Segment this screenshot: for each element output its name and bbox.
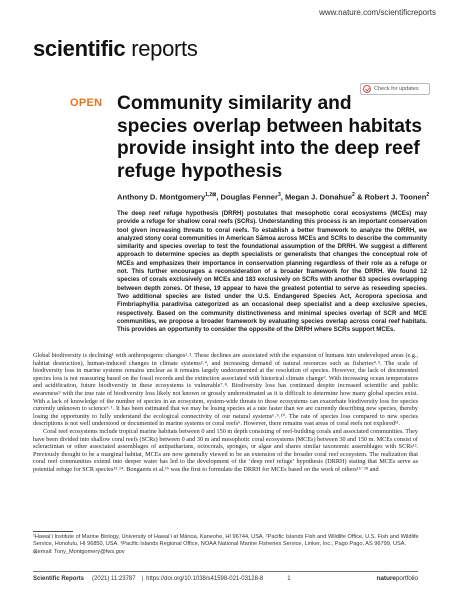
body-paragraph: Global biodiversity is declining¹ with anthropogenic changes²˒³. These declines are associated with the expansion of humans into undeveloped areas (e.g., habitat destruction), human-induced changes in climate systems²˒⁴, and increasing demand of natural resources such as fisheries⁴˒⁵. The scale of biodiversity loss in marine systems remains unclear as it remains largely undocumented at the resolution of species. However, the lack of documented species loss is not reassuring based on the fossil records and the extinction associated with historical climate change⁶. With increasing ocean temperatures and acidification, future biodiversity in these ecosystems is vulnerable⁷˒⁸. Biodiversity loss has continued despite increased scientific and public awareness⁹ with the true rate of biodiversity loss likely not known or grossly underestimated as it is difficult to determine how many global species exist. With a lack of knowledge of the number of species in an ecosystem, system-wide threats to those ecosystems can exacerbate biodiversity loss for species currently unknown to science⁶˒¹. It has been estimated that we may be losing species at a rate faster than we are currently describing new species, thereby losing the opportunity to fully understand the ecological connectivity of our natural systems⁶˒⁹˒¹⁰. The rate of species loss compared to new species descriptions is not well understood or documented in marine systems or coral reefs⁶. However, there remains vast areas of coral reefs not explored¹¹. [33, 352, 418, 428]
page-number: 1 [287, 575, 291, 582]
check-for-updates-label: Check for updates [374, 86, 419, 92]
journal-logo [33, 36, 198, 62]
publisher-logo [377, 575, 419, 582]
author-name[interactable]: Anthony D. Montgomery [117, 192, 206, 202]
author-name[interactable]: Megan J. Donahue [284, 192, 353, 202]
journal-logo-light: reports [131, 36, 198, 61]
journal-url[interactable]: www.nature.com/scientificreports [319, 8, 436, 17]
author-name[interactable]: Robert J. Toonen [364, 192, 427, 202]
affiliation-divider [33, 531, 73, 532]
publisher-light: portfolio [395, 575, 418, 582]
journal-logo-bold: scientific [33, 36, 126, 61]
footer-divider [33, 571, 418, 572]
footer-doi[interactable]: https://doi.org/10.1038/s41598-021-03128-8 [146, 575, 264, 582]
author-affiliation[interactable]: 2 [426, 192, 430, 198]
body-text [33, 352, 418, 474]
footer-journal: Scientific Reports [33, 575, 85, 582]
author-affiliation[interactable]: 3 [277, 192, 281, 198]
abstract: The deep reef refuge hypothesis (DRRH) postulates that mesophotic coral ecosystems (MCEs) may provide a refuge for shallow coral reefs (SCRs). Understanding this process is an important conservation tool given increasing threats to coral reefs. To establish a better framework to analyze the DRRH, we analyzed stony coral communities in American Sāmoa across MCEs and SCRs to describe the community similarity and species overlap to test the foundational assumption of the DRRH. We suggest a different approach to determine species as depth specialists or generalists that changes the conceptual role of MCEs and emphasizes their importance in conservation planning regardless of their role as a refuge or not. This further encourages a reconsideration of a broader framework for the DRRH. We found 12 species of corals exclusively on MCEs and 183 exclusively on SCRs with another 63 species overlapping between depth zones. Of these, 19 appear to have the greatest potential to serve as reseeding species. Two additional species are listed under the U.S. Endangered Species Act, Acropora speciosa and Fimbriaphyllia paradivisa categorized as an occasional deep specialist and a deep exclusive species, respectively. Based on the community distinctiveness and minimal species overlap of SCR and MCE communities, we propose a broader framework by evaluating species overlap across coral reef habitats. This provides an opportunity to consider the opposite of the DRRH where SCRs support MCEs. [117, 210, 427, 334]
publisher-bold: nature [376, 575, 396, 582]
body-paragraph: Coral reef ecosystems include tropical marine habitats between 0 and 150 m depth consisting of reef-building corals and associated communities. They have been divided into shallow coral reefs (SCRs) between 0 and 30 m and mesophotic coral ecosystems (MCEs) between 30 and 150 m. MCEs consist of scleractinian or other associated assemblages of antipatharians, octocorals, sponges, or algae and shares similar taxonomic assemblages with SCRs¹². Previously thought to be a marginal habitat, MCEs are now generally viewed to be an extension of the broader coral reef ecosystem. The realization that coral reef communities extend into deeper water has led to the development of the ‘deep reef refuge’ hypothesis (DRRH) stating that MCEs serve as potential refuge for SCR species¹³˒¹⁴. Bongaerts et al.¹⁵ was the first to formulate the DRRH for MCEs based on the work of others¹⁵⁻¹⁸ and [33, 427, 418, 473]
check-circle-icon [363, 85, 371, 93]
footer-separator: | [141, 575, 144, 582]
author-name[interactable]: Douglas Fenner [220, 192, 278, 202]
affiliations: ¹Hawaiʻi Institute of Marine Biology, University of Hawaiʻi at Mānoa, Kaneohe, HI 96744, USA. ²Pacific Islands Fish and Wildlife Office, U.S. Fish and Wildlife Service, Honolulu, HI 96850, USA. ³Pacific Islands Regional Office, NOAA National Marine Fisheries Service, Linker, Inc., Pago Pago, AS 96799, USA. ⊠email: Tony_Montgomery@fws.gov [33, 534, 419, 555]
footer-citation: (2021) 11:23787 [92, 575, 136, 582]
article-title: Community similarity and species overlap between habitats provide insight into the deep reef refuge hypothesis [117, 93, 422, 182]
open-access-label: OPEN [70, 97, 103, 109]
page-footer [33, 575, 418, 582]
author-affiliation[interactable]: 2 [352, 192, 355, 198]
author-list: Anthony D. Montgomery$^{1,2⊠}$, Douglas Fenner$^3$, Megan J. Donahue$^2$ & Robert J. Toonen$^2$ [117, 192, 430, 202]
author-affiliation[interactable]: 1,2⊠ [205, 192, 217, 198]
